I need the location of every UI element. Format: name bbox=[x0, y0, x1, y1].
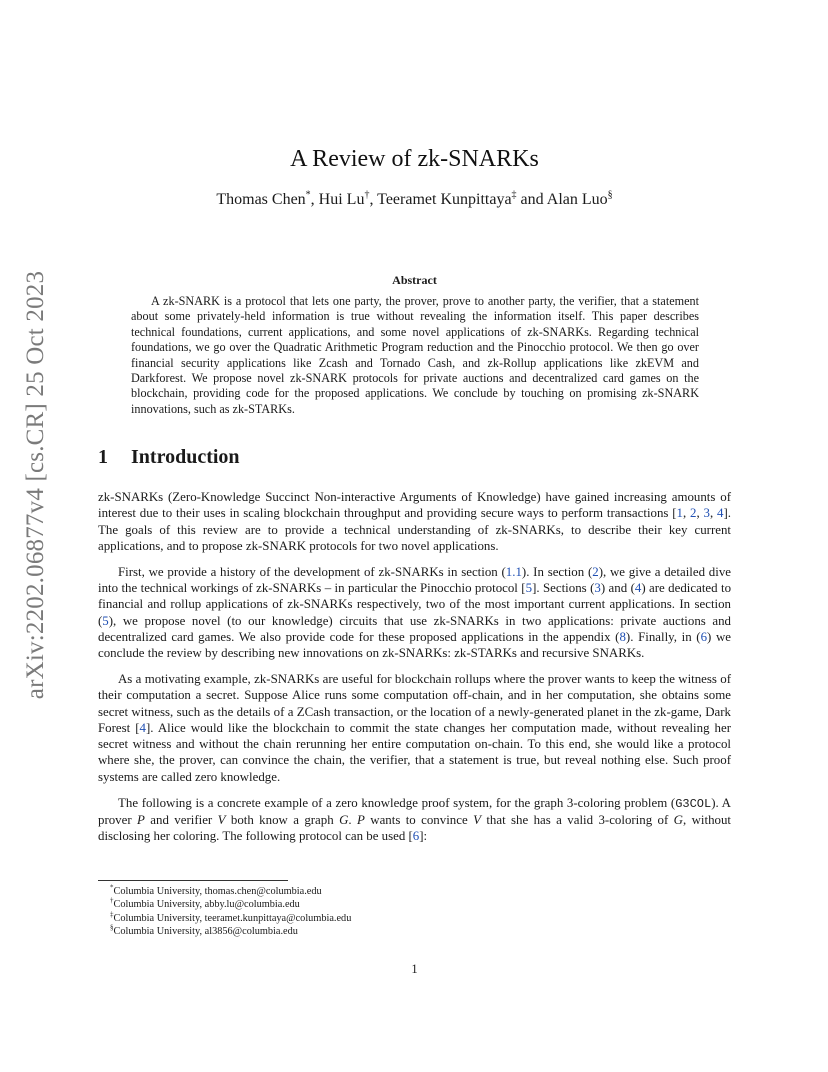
abstract-heading: Abstract bbox=[392, 273, 437, 287]
math-symbol: V bbox=[217, 812, 226, 827]
math-symbol: P bbox=[357, 812, 365, 827]
page-number: 1 bbox=[411, 962, 418, 976]
author-footnote-mark[interactable]: ‡ bbox=[511, 189, 517, 201]
section-reference-link[interactable]: 3 bbox=[594, 580, 601, 595]
citation-link[interactable]: 3 bbox=[703, 506, 710, 521]
section-reference-link[interactable]: 2 bbox=[592, 564, 599, 579]
author-name: Thomas Chen bbox=[216, 191, 306, 208]
citation-link[interactable]: 5 bbox=[525, 580, 533, 595]
author-name: Alan Luo bbox=[546, 191, 608, 208]
footnote-divider bbox=[98, 880, 288, 881]
footnote: *Columbia University, thomas.chen@columbia.edu bbox=[110, 883, 322, 897]
section-reference-link[interactable]: 1.1 bbox=[505, 564, 522, 579]
arxiv-identifier-stamp bbox=[16, 270, 56, 700]
section-number: 1 bbox=[98, 446, 108, 468]
citation-link[interactable]: 4 bbox=[139, 720, 146, 735]
footnote: †Columbia University, abby.lu@columbia.edu bbox=[110, 896, 300, 911]
section-reference-link[interactable]: 6 bbox=[700, 629, 708, 644]
section-reference-link[interactable]: 4 bbox=[634, 580, 642, 595]
author-name: Hui Lu bbox=[318, 191, 365, 208]
citation-link[interactable]: 2 bbox=[690, 506, 697, 521]
footnote-list bbox=[98, 885, 731, 938]
section-reference-link[interactable]: 5 bbox=[102, 613, 109, 628]
arxiv-identifier-text: arXiv:2202.06877v4 [cs.CR] 25 Oct 2023 bbox=[22, 270, 50, 700]
math-symbol: V bbox=[473, 812, 481, 827]
author-list: Thomas Chen*, Hui Lu†, Teeramet Kunpittaya‡ and Alan Luo§ bbox=[216, 189, 613, 208]
author-name: Teeramet Kunpittaya bbox=[377, 191, 512, 208]
section-reference-link[interactable]: 8 bbox=[619, 629, 626, 644]
problem-code: G3COL bbox=[675, 796, 712, 811]
citation-link[interactable]: 1 bbox=[676, 506, 683, 521]
math-symbol: G bbox=[339, 812, 349, 827]
paragraph-2: First, we provide a history of the development of zk-SNARKs in section (1.1). In section (2), we give a detailed dive into the technical workings of zk-SNARKs – in particular the Pinocchio protocol [5]. Sections (3) and (4) are dedicated to financial and rollup applications of zk-SNARKs respectively, two of the most important current applications. In section (5), we propose novel (to our knowledge) circuits that use zk-SNARKs in two applications: private auctions and decentralized card games. We also provide code for these proposed applications in the appendix (8). Finally, in (6) we conclude the review by describing new innovations on zk-SNARKs: zk-STARKs and recursive SNARKs. bbox=[98, 564, 732, 661]
citation-link[interactable]: 4 bbox=[717, 506, 724, 521]
math-symbol: G bbox=[673, 812, 683, 827]
author-footnote-mark[interactable]: § bbox=[607, 189, 613, 201]
author-footnote-mark[interactable]: * bbox=[305, 189, 311, 201]
section-heading bbox=[98, 446, 240, 469]
paragraph-1: zk-SNARKs (Zero-Knowledge Succinct Non-interactive Arguments of Knowledge) have gained increasing amounts of interest due to their uses in scaling blockchain throughput and providing secure ways to perform transactions [1, 2, 3, 4]. The goals of this review are to provide a technical understanding of zk-SNARKs, to describe their key current applications, and to propose zk-SNARK protocols for two novel applications. bbox=[98, 490, 731, 553]
footnote: ‡Columbia University, teeramet.kunpittaya@columbia.edu bbox=[110, 910, 352, 924]
author-footnote-mark[interactable]: † bbox=[364, 189, 370, 201]
section-body bbox=[98, 489, 731, 854]
paragraph-4: The following is a concrete example of a zero knowledge proof system, for the graph 3-coloring problem (G3COL). A prover P and verifier V both know a graph G. P wants to convince V that she has a valid 3-coloring of G, without disclosing her coloring. The following protocol can be used [6]: bbox=[98, 795, 731, 844]
paper-title: A Review of zk-SNARKs bbox=[290, 146, 539, 172]
abstract-text: A zk-SNARK is a protocol that lets one party, the prover, prove to another party, the verifier, that a statement about some privately-held information is true without revealing the information itself. This paper describes technical foundations, current applications, and some novel applications of zk-SNARKs. Regarding technical foundations, we go over the Quadratic Arithmetic Program reduction and the Pinocchio protocol. We then go over financial security applications like Zcash and Tornado Cash, and zk-Rollup applications like zkEVM and Darkforest. We propose novel zk-SNARK protocols for private auctions and decentralized card games on the blockchain, providing code for the proposed applications. We conclude by touching on promising zk-SNARK innovations, such as zk-STARKs. bbox=[131, 294, 699, 416]
footnote: §Columbia University, al3856@columbia.edu bbox=[110, 923, 298, 937]
paragraph-3: As a motivating example, zk-SNARKs are useful for blockchain rollups where the prover wants to keep the witness of their computation a secret. Suppose Alice runs some computation off-chain, and in her computation, she obtains some secret witness, such as the details of a ZCash transaction, or the location of a newly-generated planet in the zk-game, Dark Forest [4]. Alice would like the blockchain to commit the state changes her computation made, without revealing her secret witness and without the chain rerunning her entire computation on-chain. To this end, she would like a protocol where she, the prover, can convince the chain, the verifier, that a statement is true, but reveal nothing else. Such proof systems are called zero knowledge. bbox=[98, 671, 732, 784]
citation-link[interactable]: 6 bbox=[412, 829, 420, 844]
math-symbol: P bbox=[137, 812, 145, 827]
section-title: Introduction bbox=[131, 446, 240, 468]
